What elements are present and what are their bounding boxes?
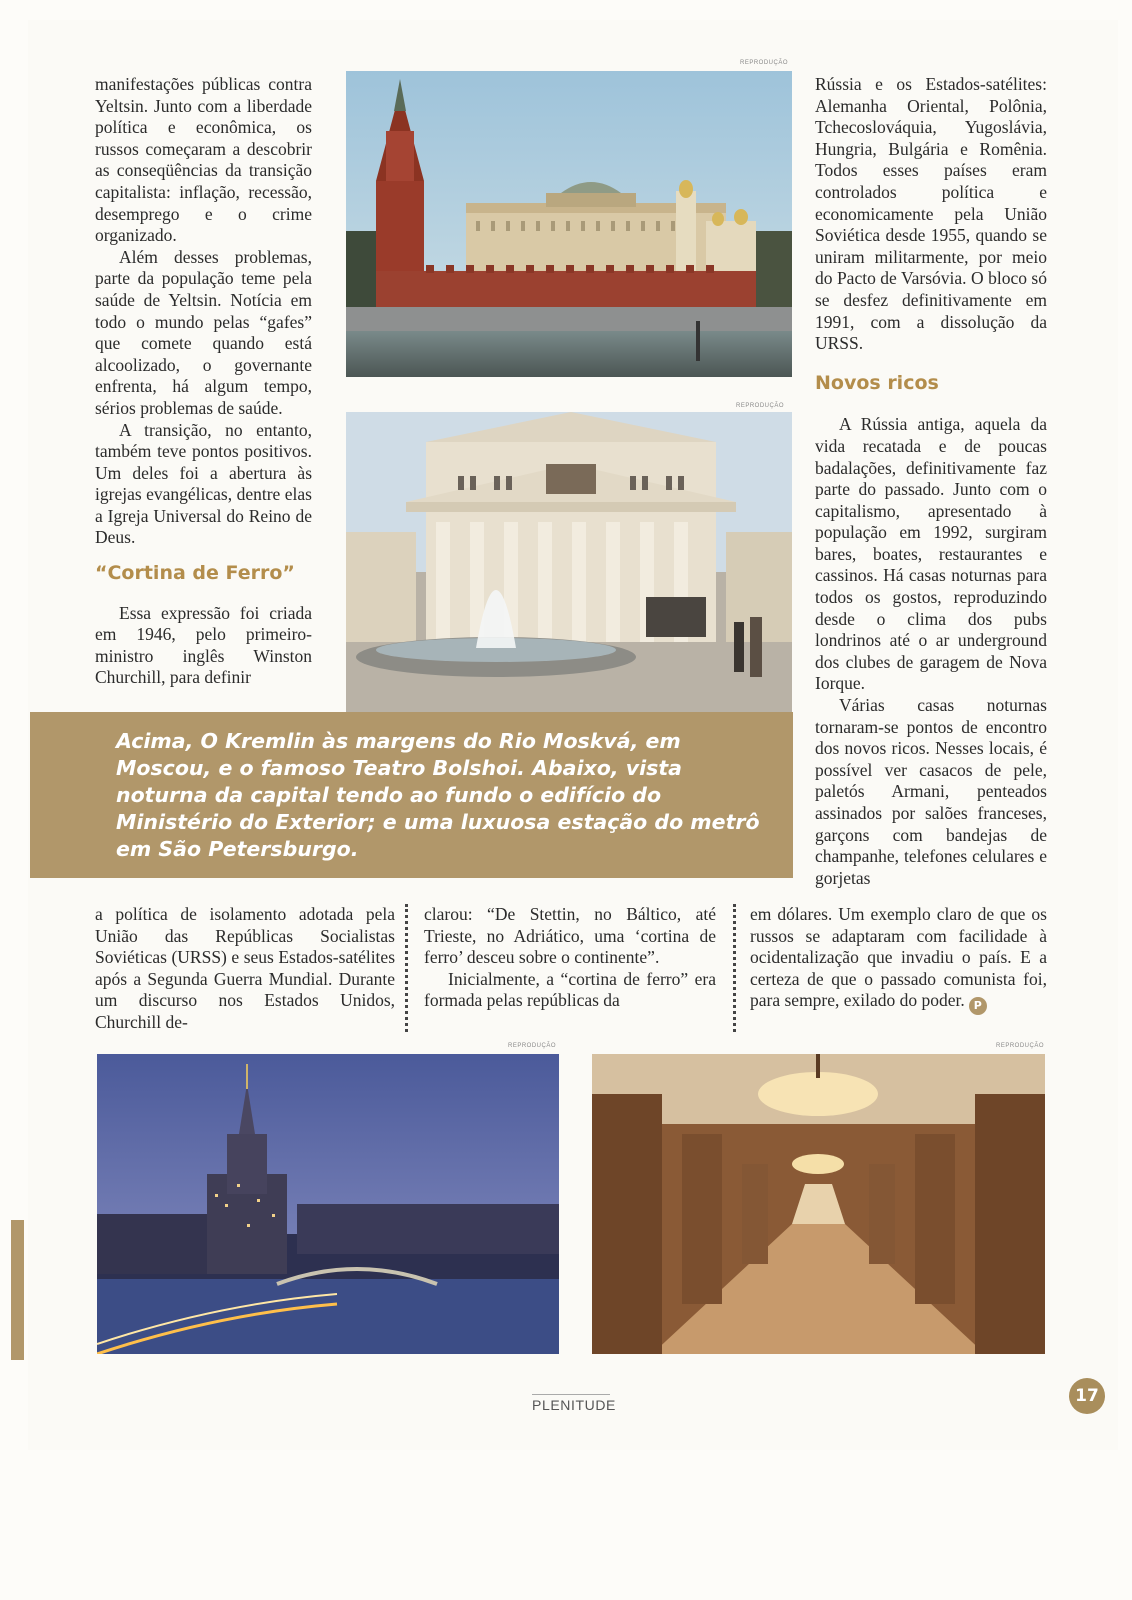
- page-edge-tab: [11, 1220, 24, 1360]
- paragraph: A Rússia antiga, aquela da vida recatada e de poucas badalações, definitivamente faz parte do passado. Junto com o capitalismo, apresentado à população em 1992, surgiram bares, boates, restaurantes e cassinos. Há casas noturnas para todos os gostos, reproduzindo desde o clima dos pubs londrinos até o ar underground dos clubes de garagem de Nova Iorque.: [815, 414, 1047, 694]
- photo-credit: REPRODUÇÃO: [740, 60, 789, 66]
- bottom-text-column-2: [424, 904, 716, 1012]
- subheading-cortina-de-ferro: “Cortina de Ferro”: [95, 562, 295, 585]
- photo-credit: REPRODUÇÃO: [736, 403, 785, 409]
- page-number: 17: [1069, 1378, 1105, 1414]
- metro-station-photo: [592, 1054, 1045, 1354]
- footer-rule: [532, 1394, 610, 1395]
- column-divider: [733, 904, 736, 1032]
- subheading-novos-ricos: Novos ricos: [815, 371, 939, 394]
- kremlin-photo: [346, 71, 792, 377]
- bottom-text-column-1: [95, 904, 395, 1034]
- paragraph: Inicialmente, a “cortina de ferro” era formada pelas repúblicas da: [424, 968, 716, 1011]
- paragraph: Várias casas noturnas tornaram-se pontos de encontro dos novos ricos. Nesses locais, é possível ver casacos de pele, paletós Armani, penteados assinados por salões franceses, garçons com bandejas de champanhe, telefones celulares e gorjetas: [815, 695, 1047, 888]
- left-text-column: [95, 74, 312, 689]
- bottom-text-column-3: [750, 904, 1047, 1015]
- paragraph: [750, 904, 1047, 1015]
- column-divider: [405, 904, 408, 1032]
- photo-credit: REPRODUÇÃO: [996, 1043, 1045, 1049]
- end-of-article-icon: P: [969, 997, 987, 1015]
- magazine-name: PLENITUDE: [532, 1397, 616, 1413]
- paragraph: Rússia e os Estados-satélites: Alemanha Oriental, Polônia, Tchecoslováquia, Yugoslávia, Hungria, Bulgária e Romênia. Todos esses países eram controlados política e economicamente pela União Soviética desde 1955, quando se uniram militarmente, por meio do Pacto de Varsóvia. O bloco só se desfez definitivamente em 1991, com a dissolução da URSS.: [815, 74, 1047, 354]
- paragraph: Essa expressão foi criada em 1946, pelo primeiro-ministro inglês Winston Churchill, para definir: [95, 602, 312, 688]
- paragraph: a política de isolamento adotada pela União das Repúblicas Socialistas Soviéticas (URSS) e seus Estados-satélites após a Segunda Guerra Mundial. Durante um discurso nos Estados Unidos, Churchill de-: [95, 904, 395, 1032]
- photo-caption: Acima, O Kremlin às margens do Rio Moskvá, em Moscou, e o famoso Teatro Bolshoi. Abaixo, vista noturna da capital tendo ao fundo o edifício do Ministério do Exterior; e uma luxuosa estação do metrô em São Petersburgo.: [30, 712, 793, 878]
- paragraph: Além desses problemas, parte da população teme pela saúde de Yeltsin. Notícia em todo o mundo pelas “gafes” que comete quando está alcoolizado, o governante enfrenta, há algum tempo, sérios problemas de saúde.: [95, 246, 312, 418]
- paragraph: clarou: “De Stettin, no Báltico, até Trieste, no Adriático, uma ‘cortina de ferro’ desceu sobre o continente”.: [424, 904, 716, 968]
- paragraph: manifestações públicas contra Yeltsin. Junto com a liberdade política e econômica, os russos começaram a descobrir as conseqüências da transição capitalista: inflação, recessão, desemprego e o crime organizado.: [95, 74, 312, 246]
- right-text-column: [815, 74, 1047, 889]
- paragraph-text: em dólares. Um exemplo claro de que os russos se adaptaram com facilidade à ocidentalização que invadiu o país. E a certeza de que o passado comunista foi, para sempre, exilado do poder.: [750, 904, 1047, 1011]
- bolshoi-theatre-photo: [346, 412, 792, 712]
- photo-credit: REPRODUÇÃO: [508, 1043, 557, 1049]
- moscow-night-photo: [97, 1054, 559, 1354]
- paragraph: A transição, no entanto, também teve pontos positivos. Um deles foi a abertura às igrejas evangélicas, dentre elas a Igreja Universal do Reino de Deus.: [95, 419, 312, 548]
